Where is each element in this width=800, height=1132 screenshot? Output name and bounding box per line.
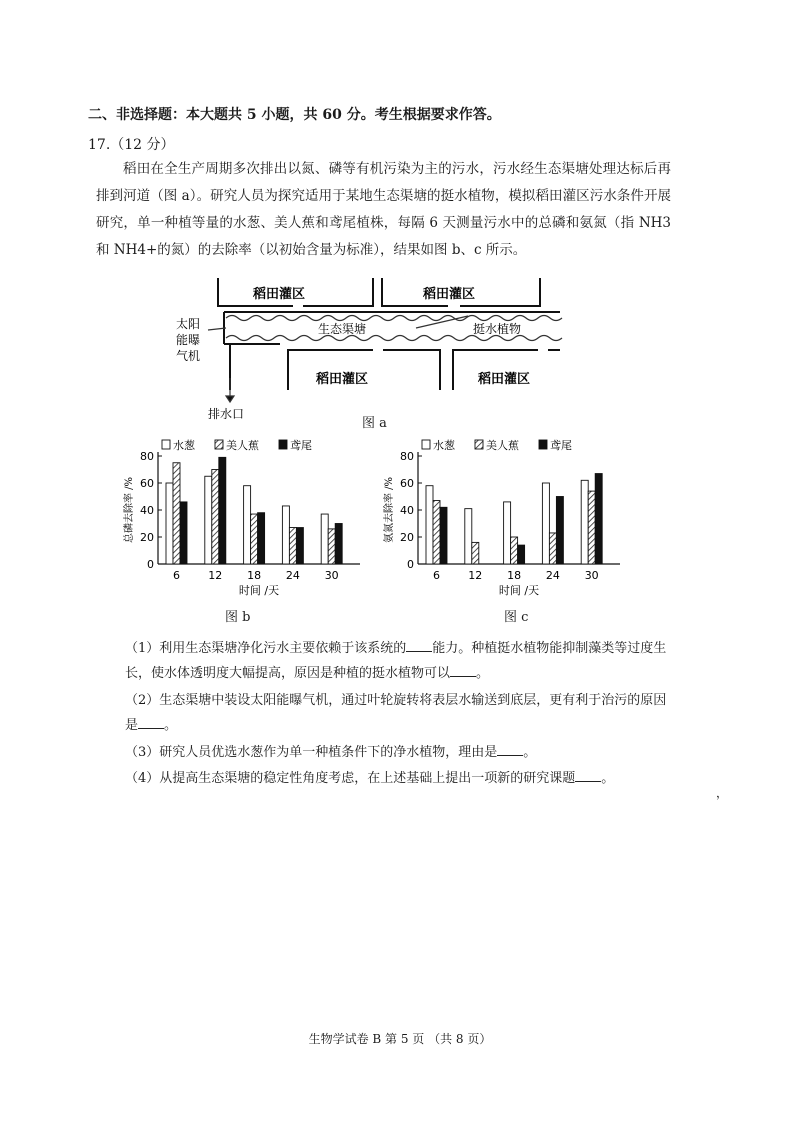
bar (511, 537, 518, 564)
y-tick-label: 20 (140, 531, 154, 544)
y-axis-label: 氨氮去除率 /% (384, 476, 395, 544)
bar (556, 497, 563, 565)
answer-blank[interactable] (406, 639, 432, 652)
sub-question-number: （4） (125, 771, 160, 786)
bar (258, 513, 265, 564)
bar (588, 491, 595, 564)
sub-question-text: 。 (164, 718, 178, 733)
sub-question-4 (125, 766, 675, 791)
x-tick-label: 24 (545, 569, 560, 582)
channel-label: 生态渠塘 (318, 322, 367, 336)
x-tick-label: 6 (433, 569, 440, 582)
bar (426, 486, 433, 564)
x-axis-label: 时间 /天 (238, 584, 280, 597)
bar (244, 486, 251, 564)
bar (328, 529, 335, 564)
figure-a-diagram (168, 278, 568, 428)
x-tick-label: 18 (247, 569, 262, 582)
sub-question-3 (125, 740, 675, 765)
bar (549, 533, 556, 564)
bar (212, 470, 219, 565)
sub-question-number: （3） (125, 745, 160, 760)
y-tick-label: 60 (400, 477, 414, 490)
bar (166, 483, 173, 564)
bar (219, 457, 226, 564)
sub-question-text: 。 (523, 745, 537, 760)
question-stem: 稻田在全生产周期多次排出以氮、磷等有机污染为主的污水，污水经生态渠塘处理达标后再排到河道（图 a）。研究人员为探究适用于某地生态渠塘的挺水植物，模拟稻田灌区污水条件开展研究，单一种植等量的水葱、美人蕉和鸢尾植株，每隔 6 天测量污水中的总磷和氨氮（指 NH3 和 NH4+的氮）的去除率（以初始含量为标准），结果如图 b、c 所示。 (96, 161, 671, 258)
bar (465, 509, 472, 564)
bar (251, 514, 258, 564)
bar (542, 483, 549, 564)
bar (518, 545, 525, 564)
sub-question-2 (125, 688, 675, 738)
sub-question-text: 。 (476, 666, 490, 681)
field-label: 稻田灌区 (423, 287, 476, 302)
chart-c (380, 436, 630, 601)
answer-blank[interactable] (497, 743, 523, 756)
bar (205, 476, 212, 564)
legend-label: 美人蕉 (226, 439, 259, 452)
x-tick-label: 24 (285, 569, 300, 582)
legend-swatch (215, 440, 223, 449)
field-label: 稻田灌区 (478, 372, 531, 387)
legend-swatch (475, 440, 483, 449)
bar (595, 474, 602, 564)
y-tick-label: 20 (400, 531, 414, 544)
answer-blank[interactable] (138, 716, 164, 729)
aerator-label: 能曝 (176, 333, 201, 347)
y-tick-label: 40 (400, 504, 414, 517)
x-tick-label: 18 (507, 569, 522, 582)
chart-b (120, 436, 370, 601)
legend-label: 鸢尾 (550, 439, 572, 452)
sub-question-text: 从提高生态渠塘的稳定性角度考虑，在上述基础上提出一项新的研究课题 (159, 771, 576, 786)
sub-question-text: 。 (601, 771, 615, 786)
answer-blank[interactable] (575, 769, 601, 782)
section-heading: 二、非选择题：本大题共 5 小题，共 60 分。考生根据要求作答。 (88, 107, 501, 123)
bar (581, 480, 588, 564)
x-tick-label: 12 (208, 569, 223, 582)
bar (180, 502, 187, 564)
y-axis-label: 总磷去除率 /% (124, 476, 135, 544)
legend-label: 水葱 (173, 439, 195, 452)
plants-label: 挺水植物 (473, 322, 522, 336)
field-label: 稻田灌区 (316, 372, 369, 387)
stray-mark: ， (716, 786, 729, 800)
bar (504, 502, 511, 564)
legend-label: 鸢尾 (290, 439, 312, 452)
bar (440, 507, 447, 564)
x-tick-label: 30 (324, 569, 339, 582)
bar (296, 528, 303, 564)
answer-blank[interactable] (450, 664, 476, 677)
x-tick-label: 6 (173, 569, 180, 582)
chart-b-caption: 图 b (225, 610, 251, 625)
legend-label: 美人蕉 (486, 439, 519, 452)
aerator-label: 气机 (176, 349, 201, 363)
y-tick-label: 60 (140, 477, 154, 490)
legend-label: 水葱 (433, 439, 455, 452)
y-tick-label: 0 (147, 558, 154, 571)
sub-question-text: 研究人员优选水葱作为单一种植条件下的净水植物，理由是 (159, 745, 498, 760)
legend-swatch (162, 440, 170, 449)
bar (433, 501, 440, 564)
legend-swatch (539, 440, 547, 449)
y-tick-label: 0 (407, 558, 414, 571)
bar (173, 463, 180, 564)
outlet-label: 排水口 (208, 407, 245, 421)
sub-question-text: 利用生态渠塘净化污水主要依赖于该系统的 (159, 641, 407, 656)
x-tick-label: 12 (468, 569, 483, 582)
sub-question-1 (125, 636, 675, 686)
sub-question-text: 生态渠塘中装设太阳能曝气机，通过叶轮旋转将表层水输送到底层，更有利于治污的原因是 (125, 693, 667, 733)
bar (289, 528, 296, 564)
x-tick-label: 30 (584, 569, 599, 582)
bar (472, 542, 479, 564)
x-axis-label: 时间 /天 (498, 584, 540, 597)
legend-swatch (279, 440, 287, 449)
sub-question-number: （2） (125, 693, 160, 708)
y-tick-label: 80 (400, 450, 414, 463)
page-footer: 生物学试卷 B 第 5 页 （共 8 页） (308, 1032, 492, 1046)
y-tick-label: 40 (140, 504, 154, 517)
bar (282, 506, 289, 564)
chart-c-caption: 图 c (504, 610, 529, 625)
question-number: 17.（12 分） (88, 137, 175, 153)
sub-question-text: 能力。种植挺水植物能抑制藻类等过度生长，使水体透明度大幅提高，原因是种植的挺水植物可以 (125, 641, 667, 681)
legend-swatch (422, 440, 430, 449)
bar (321, 514, 328, 564)
aerator-label: 太阳 (176, 317, 201, 331)
figure-a-caption: 图 a (362, 416, 387, 431)
y-tick-label: 80 (140, 450, 154, 463)
field-label: 稻田灌区 (253, 287, 306, 302)
sub-question-number: （1） (125, 641, 160, 656)
bar (335, 524, 342, 565)
